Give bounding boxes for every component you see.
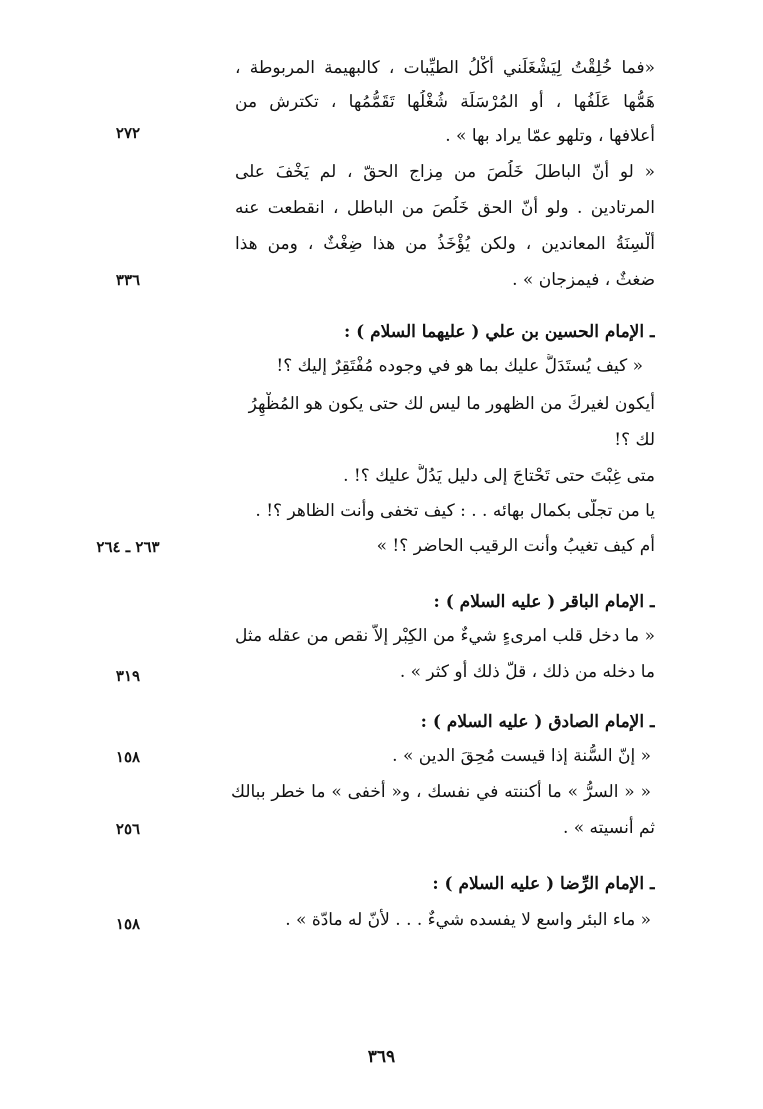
page-reference: ١٥٨ [115, 915, 141, 933]
quote-line: ضغثٌ ، فيمزجان » . [512, 270, 655, 290]
page-reference: ٣٣٦ [115, 271, 141, 289]
section-heading: ـ الإمام الحسين بن علي ( عليهما السلام ) : [343, 322, 655, 342]
section-heading: ـ الإمام الباقر ( عليه السلام ) : [433, 592, 655, 612]
quote-line: «فما خُلِقْتُ لِيَشْغَلَني أَكْلُ الطيِّبات ، كالبهيمة المربوطة ، [235, 58, 655, 78]
quote-line: لك ؟! [614, 430, 655, 450]
quote-line: متى غِبْتَ حتى تَحْتاجَ إلى دليل يَدُلُّ عليك ؟! . [343, 466, 655, 486]
quote-line: « « السرُّ » ما أكننته في نفسك ، و« أخفى » ما خطر ببالك [231, 782, 651, 802]
page-reference: ٢٦٣ ـ ٢٦٤ [96, 538, 160, 556]
quote-line: « لو أنّ الباطلَ خَلُصَ من مِزاج الحقّ ، لم يَخْفَ على [235, 162, 655, 182]
quote-line: هَمُّها عَلَفُها ، أو المُرْسَلَة شُغْلُها تَقَمُّمُها ، تكترش من [235, 92, 655, 112]
quote-line: « إنّ السُّنة إذا قيست مُحِقَ الدين » . [392, 746, 651, 766]
quote-line: أعلافها ، وتلهو عمّا يراد بها » . [445, 126, 655, 146]
page-reference: ١٥٨ [115, 748, 141, 766]
page-number: ٣٦٩ [367, 1047, 396, 1067]
quote-line: « ما دخل قلب امرىءٍ شيءٌ من الكِبْر إلاّ نقص من عقله مثل [235, 626, 655, 646]
quote-line: أَلْسِنَةُ المعاندين ، ولكن يُؤْخَذُ من هذا ضِغْثٌ ، ومن هذا [235, 234, 655, 254]
page-reference: ٢٥٦ [115, 820, 141, 838]
quote-line: المرتادين . ولو أنّ الحق خَلُصَ من الباطل ، انقطعت عنه [235, 198, 655, 218]
section-heading: ـ الإمام الصادق ( عليه السلام ) : [420, 712, 655, 732]
quote-line: أيكون لغيركَ من الظهور ما ليس لك حتى يكون هو المُظْهِرُ [248, 394, 655, 414]
quote-line: ثم أنسيته » . [562, 818, 655, 838]
quote-line: أم كيف تغيبُ وأنت الرقيب الحاضر ؟! » [376, 536, 655, 556]
quote-line: ما دخله من ذلك ، قلّ ذلك أو كثر » . [399, 662, 655, 682]
section-heading: ـ الإمام الرِّضا ( عليه السلام ) : [432, 874, 655, 894]
quote-line: يا من تجلّى بكمال بهائه . . : كيف تخفى وأنت الظاهر ؟! . [255, 501, 655, 521]
quote-line: « كيف يُستَدَلُّ عليك بما هو في وجوده مُفْتَقِرٌ إليك ؟! [276, 356, 643, 376]
quote-line: « ماء البئر واسع لا يفسده شيءٌ . . . لأنّ له مادّة » . [285, 910, 651, 930]
page-reference: ٢٧٢ [115, 124, 141, 142]
page-reference: ٣١٩ [115, 667, 141, 685]
